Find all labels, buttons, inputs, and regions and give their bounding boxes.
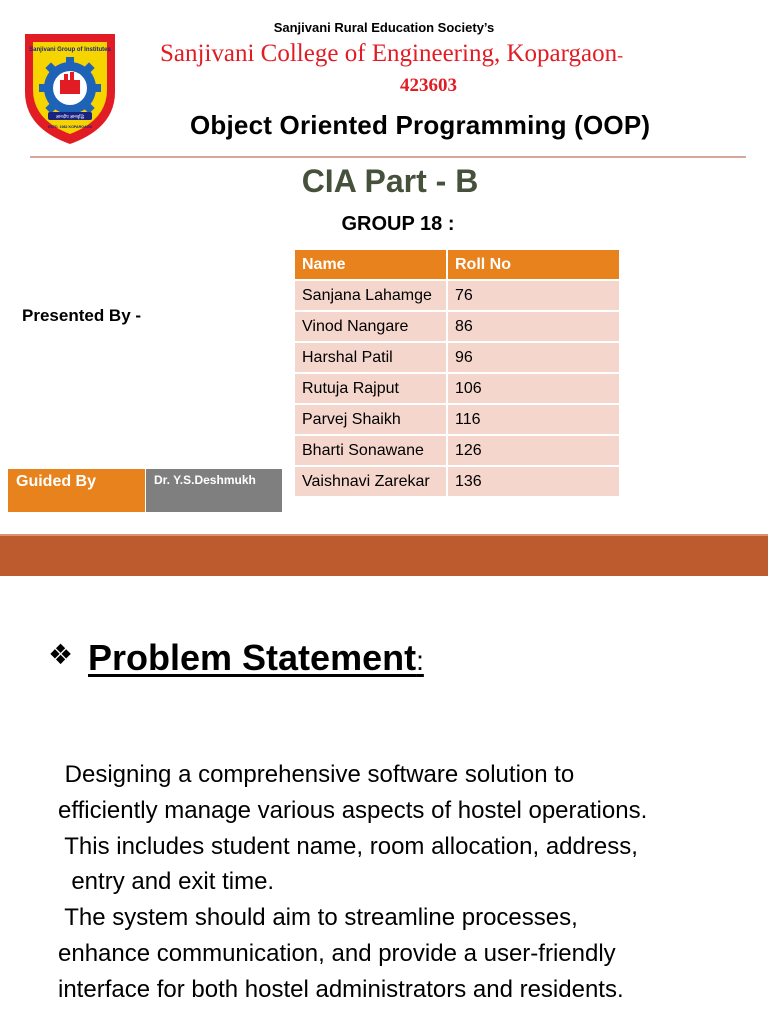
table-row [295,343,621,374]
column-header-name: Name [295,250,448,281]
student-name: Vaishnavi Zarekar [295,467,448,498]
presented-by-label: Presented By - [22,306,142,325]
logo-est: ESTD. 1982 KOPARGAON [47,125,93,129]
table-row [295,405,621,436]
body-line: Designing a comprehensive software solution to [58,761,575,788]
student-name: Harshal Patil [295,343,448,374]
college-name [160,40,750,68]
roll-number: 96 [448,343,621,374]
guided-by-label: Guided By [8,469,145,512]
table-row [295,374,621,405]
roster-table [295,250,621,498]
diamond-bullet-icon: ❖ [48,639,74,670]
table-row [295,312,621,343]
guide-name: Dr. Y.S.Deshmukh [146,469,282,512]
problem-statement-heading [88,637,424,679]
table-row [295,467,621,498]
logo-top-text: Sanjivani Group of Institutes [29,47,111,53]
subject-title: Object Oriented Programming (OOP) [190,110,651,140]
problem-statement-body [58,757,758,1008]
college-logo [20,30,120,148]
table-row [295,281,621,312]
roll-number: 136 [448,467,621,498]
body-line: entry and exit time. [58,868,275,896]
column-header-roll: Roll No [448,250,621,281]
roll-number: 116 [448,405,621,436]
roll-number: 126 [448,436,621,467]
body-line: interface for both hostel administrators and residents. [58,975,624,1003]
body-line: This includes student name, room allocation, address, [58,832,638,860]
problem-statement-heading-text: Problem Statement [88,637,417,678]
college-name-text: Sanjivani College of Engineering, Kopargaon [160,40,618,67]
student-name: Vinod Nangare [295,312,448,343]
slide-title: CIA Part - B [301,163,479,199]
roll-number: 86 [448,312,621,343]
college-name-dash: - [617,45,624,65]
student-name: Parvej Shaikh [295,405,448,436]
student-name: Bharti Sonawane [295,436,448,467]
group-label: GROUP 18 : [341,213,455,235]
problem-statement-colon: : [416,645,424,676]
table-row [295,436,621,467]
roll-number: 106 [448,374,621,405]
body-line: efficiently manage various aspects of hostel operations. [58,796,648,824]
table-header-row [295,250,621,281]
body-line: The system should aim to streamline processes, [58,904,578,932]
society-name: Sanjivani Rural Education Society’s [273,20,495,35]
roll-number: 76 [448,281,621,312]
pincode: 423603 [400,75,457,96]
student-name: Sanjana Lahamge [295,281,448,312]
logo-motto: ज्ञानदीप ज्ञानवृद्धि [56,115,84,120]
body-line: enhance communication, and provide a user-friendly [58,939,616,967]
student-name: Rutuja Rajput [295,374,448,405]
slide-separator-band [0,534,768,578]
header-divider [30,156,746,158]
